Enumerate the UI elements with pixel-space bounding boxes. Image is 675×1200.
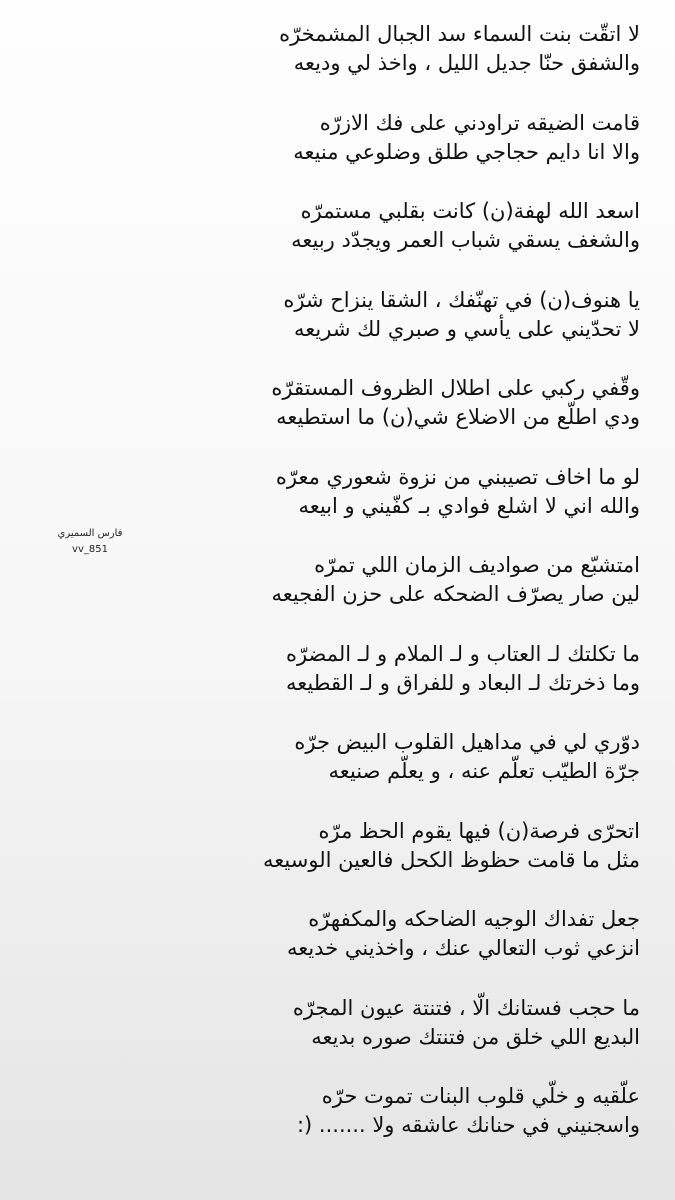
verse-line: والشغف يسقي شباب العمر ويجدّد ربيعه [291, 228, 640, 252]
verse-line: لين صار يصرّف الضحكه على حزن الفجيعه [271, 582, 640, 606]
verse-line: جعل تفداك الوجيه الضاحكه والمكفهرّه [308, 907, 640, 931]
author-name: فارس السميري [57, 528, 123, 539]
verse-line: قامت الضيقه تراودني على فك الازرّه [319, 110, 640, 135]
verse-line: دوّري لي في مداهيل القلوب البيض جرّه [294, 730, 640, 754]
verse-line: والا انا دايم حجاجي طلق وضلوعي منيعه [293, 139, 640, 164]
verse-line: علّقيه و خلّي قلوب البنات تموت حرّه [321, 1084, 640, 1108]
verse-line: يا هنوف(ن) في تهنّفك ، الشقا ينزاح شرّه [283, 287, 640, 312]
verse-line: ما تكلتك لـ العتاب و لـ الملام و لـ المضرّه [285, 641, 640, 666]
stanza [150, 1082, 640, 1171]
verse-line: والشفق حنّا جديل الليل ، واخذ لي وديعه [293, 51, 640, 75]
verse-line: اسعد الله لهفة(ن) كانت بقلبي مستمرّه [300, 199, 640, 223]
stanza [150, 374, 640, 463]
stanza [150, 20, 640, 109]
verse-line: لا اتقّت بنت السماء سد الجبال المشمخرّه [279, 22, 640, 46]
verse-line: ودي اطلّع من الاضلاع شي(ن) ما استطيعه [276, 405, 640, 429]
verse-line: والله اني لا اشلع فوادي بـ كفّيني و ابيعه [298, 493, 640, 518]
stanza [150, 728, 640, 817]
author-signature [50, 526, 130, 558]
stanza [150, 197, 640, 286]
verse-line: انزعي ثوب التعالي عنك ، واخذيني خديعه [286, 936, 640, 960]
author-handle: vv_851 [72, 544, 108, 555]
verse-line: مثل ما قامت حظوظ الكحل فالعين الوسيعه [263, 847, 640, 872]
verse-line: ما حجب فستانك الّا ، فتنتة عيون المجرّه [292, 995, 640, 1020]
stanza [150, 109, 640, 198]
verse-line: لو ما اخاف تصيبني من نزوة شعوري معرّه [275, 464, 640, 489]
verse-line: وما ذخرتك لـ البعاد و للفراق و لـ القطيعه [286, 670, 640, 695]
verse-line: وقّفي ركبي على اطلال الظروف المستقرّه [271, 376, 640, 400]
verse-line: لا تحدّيني على يأسي و صبري لك شريعه [294, 316, 640, 341]
stanza [150, 551, 640, 640]
stanza [150, 286, 640, 375]
verse-line: امتشبّع من صواديف الزمان اللي تمرّه [314, 553, 640, 577]
stanza [150, 817, 640, 906]
poem [150, 20, 640, 1171]
verse-line: واسجنيني في حنانك عاشقه ولا ....... (: [296, 1113, 640, 1137]
stanza [150, 463, 640, 552]
stanza [150, 640, 640, 729]
verse-line: البديع اللي خلق من فتنتك صوره بديعه [311, 1024, 640, 1049]
verse-line: جرّة الطيّب تعلّم عنه ، و يعلّم صنيعه [328, 759, 640, 783]
stanza [150, 994, 640, 1083]
stanza [150, 905, 640, 994]
verse-line: اتحرّى فرصة(ن) فيها يقوم الحظ مرّه [318, 818, 640, 843]
